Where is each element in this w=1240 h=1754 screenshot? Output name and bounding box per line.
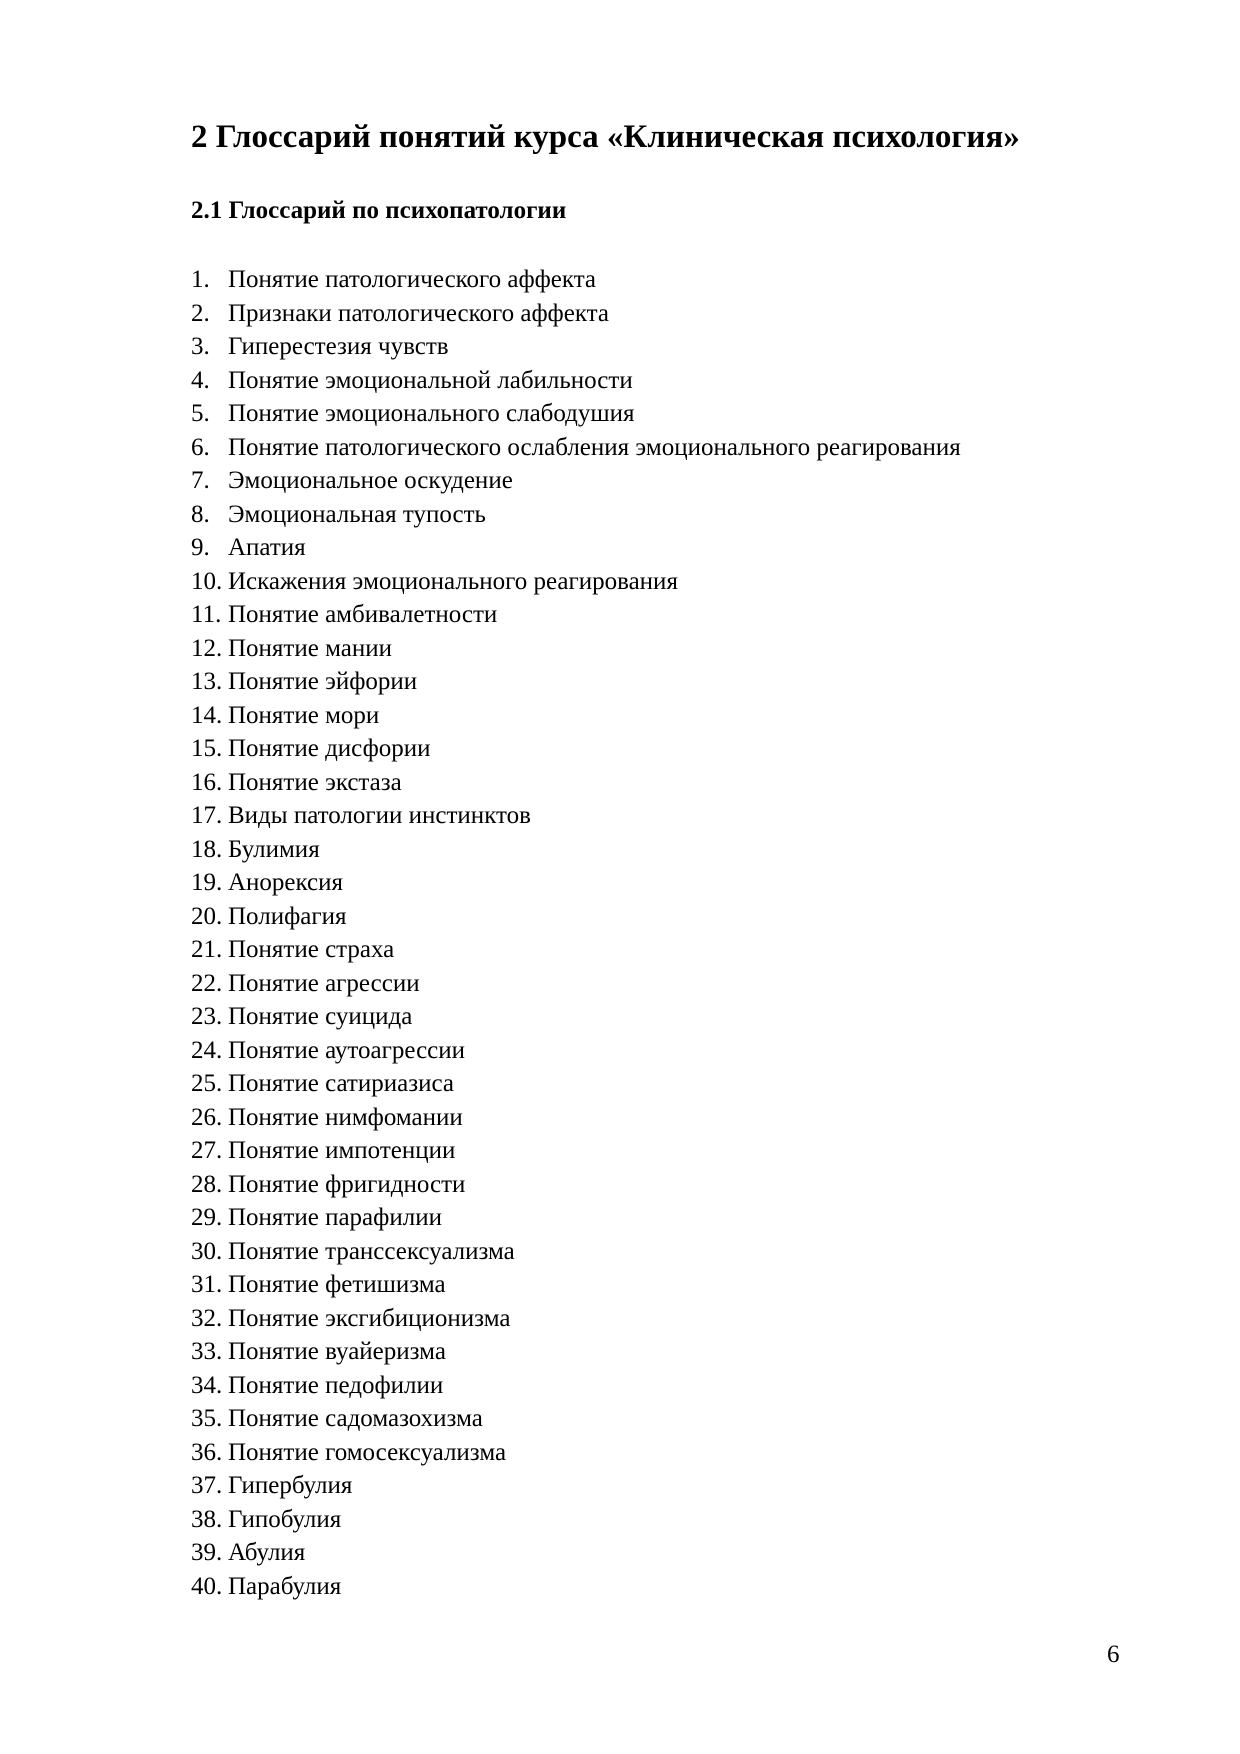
glossary-item-number: 33. — [191, 1338, 223, 1365]
page-number: 6 — [1107, 1641, 1120, 1668]
glossary-item-text: Понятие вуайеризма — [228, 1338, 446, 1365]
glossary-item-text: Понятие дисфории — [228, 735, 431, 762]
glossary-item-text: Понятие патологического ослабления эмоционального реагирования — [228, 433, 961, 461]
glossary-item-number: 10. — [191, 567, 223, 595]
glossary-item — [191, 1235, 961, 1269]
glossary-item — [191, 1168, 961, 1202]
glossary-item — [191, 565, 961, 599]
glossary-item-text: Анорексия — [228, 869, 344, 896]
glossary-item-text: Понятие садомазохизма — [228, 1405, 483, 1432]
glossary-item-text: Понятие фетишизма — [228, 1271, 446, 1298]
chapter-title: 2 Глоссарий понятий курса «Клиническая психология» — [191, 119, 1020, 155]
glossary-item-text: Булимия — [228, 835, 320, 863]
glossary-item-text: Понятие импотенции — [228, 1137, 456, 1164]
glossary-item-text: Абулия — [228, 1539, 306, 1566]
glossary-item — [191, 732, 961, 766]
glossary-item-text: Понятие патологического аффекта — [228, 266, 597, 293]
glossary-item — [191, 833, 961, 867]
glossary-item — [191, 900, 961, 934]
glossary-item — [191, 598, 961, 632]
glossary-item — [191, 632, 961, 666]
glossary-item-number: 4. — [191, 366, 210, 394]
glossary-item — [191, 464, 961, 498]
glossary-item — [191, 1134, 961, 1168]
glossary-item-number: 29. — [191, 1204, 223, 1231]
glossary-item-text: Понятие гомосексуализма — [228, 1438, 507, 1466]
glossary-item-number: 30. — [191, 1237, 223, 1265]
glossary-item-number: 2. — [191, 299, 210, 327]
glossary-item-text: Понятие мании — [228, 634, 392, 662]
glossary-item-text: Понятие нимфомании — [228, 1103, 463, 1131]
glossary-item — [191, 1268, 961, 1302]
glossary-item — [191, 431, 961, 465]
glossary-item-number: 36. — [191, 1438, 223, 1466]
glossary-item — [191, 1369, 961, 1403]
glossary-item — [191, 766, 961, 800]
glossary-item — [191, 1402, 961, 1436]
glossary-item-text: Понятие мори — [228, 701, 380, 729]
glossary-item-text: Виды патологии инстинктов — [228, 802, 531, 829]
glossary-item-number: 35. — [191, 1405, 223, 1432]
glossary-item — [191, 1570, 961, 1604]
glossary-item-text: Понятие парафилии — [228, 1204, 442, 1231]
glossary-item-number: 8. — [191, 500, 210, 528]
glossary-item-number: 18. — [191, 835, 223, 863]
glossary-list — [191, 263, 961, 1603]
glossary-item-number: 38. — [191, 1505, 223, 1533]
glossary-item-text: Полифагия — [228, 902, 347, 930]
glossary-item-text: Апатия — [228, 534, 306, 561]
glossary-item — [191, 364, 961, 398]
glossary-item-text: Понятие страха — [228, 936, 395, 963]
glossary-item-number: 19. — [191, 869, 223, 896]
glossary-item — [191, 498, 961, 532]
glossary-item-number: 15. — [191, 735, 223, 762]
glossary-item-number: 7. — [191, 467, 210, 494]
glossary-item-text: Парабулия — [228, 1572, 342, 1600]
glossary-item-number: 12. — [191, 634, 223, 662]
glossary-item-number: 26. — [191, 1103, 223, 1131]
glossary-item-number: 14. — [191, 701, 223, 729]
glossary-item-number: 40. — [191, 1572, 223, 1600]
glossary-item-text: Эмоциональное оскудение — [228, 467, 513, 494]
glossary-item-number: 1. — [191, 266, 210, 293]
glossary-item-text: Гипербулия — [228, 1472, 353, 1499]
glossary-item — [191, 1201, 961, 1235]
glossary-item-number: 20. — [191, 902, 223, 930]
glossary-item-number: 11. — [191, 601, 222, 628]
glossary-item-number: 34. — [191, 1371, 223, 1399]
glossary-item — [191, 1067, 961, 1101]
glossary-item-text: Понятие экстаза — [228, 768, 402, 796]
glossary-item-number: 22. — [191, 969, 223, 997]
glossary-item-number: 16. — [191, 768, 223, 796]
glossary-item — [191, 397, 961, 431]
glossary-item — [191, 1302, 961, 1336]
glossary-item-number: 32. — [191, 1304, 223, 1332]
glossary-item — [191, 1034, 961, 1068]
glossary-item-number: 25. — [191, 1070, 223, 1097]
glossary-item — [191, 1436, 961, 1470]
glossary-item — [191, 1503, 961, 1537]
glossary-item-number: 9. — [191, 534, 210, 561]
glossary-item-text: Понятие аутоагрессии — [228, 1036, 466, 1064]
glossary-item-text: Понятие амбивалетности — [228, 601, 498, 628]
glossary-item-text: Понятие агрессии — [228, 969, 420, 997]
glossary-item-text: Понятие суицида — [228, 1003, 413, 1030]
glossary-item — [191, 1335, 961, 1369]
glossary-item-text: Признаки патологического аффекта — [228, 299, 609, 327]
glossary-item — [191, 799, 961, 833]
glossary-item — [191, 330, 961, 364]
glossary-item — [191, 699, 961, 733]
glossary-item-number: 3. — [191, 333, 210, 360]
glossary-item-number: 27. — [191, 1137, 223, 1164]
glossary-item-text: Понятие фригидности — [228, 1170, 466, 1198]
glossary-item-text: Понятие эмоционального слабодушия — [228, 400, 635, 427]
glossary-item-text: Понятие эмоциональной лабильности — [228, 366, 633, 394]
glossary-item-text: Понятие сатириазиса — [228, 1070, 454, 1097]
glossary-item — [191, 1469, 961, 1503]
glossary-item-text: Гипобулия — [228, 1505, 342, 1533]
glossary-item-number: 13. — [191, 668, 223, 695]
glossary-item-number: 39. — [191, 1539, 223, 1566]
glossary-item-text: Понятие эйфории — [228, 668, 418, 695]
glossary-item — [191, 531, 961, 565]
glossary-item — [191, 933, 961, 967]
section-title: 2.1 Глоссарий по психопатологии — [191, 197, 567, 224]
glossary-item-number: 17. — [191, 802, 223, 829]
glossary-item — [191, 297, 961, 331]
glossary-item-number: 23. — [191, 1003, 223, 1030]
glossary-item-number: 31. — [191, 1271, 223, 1298]
glossary-item-number: 28. — [191, 1170, 223, 1198]
glossary-item-text: Гиперестезия чувств — [228, 333, 449, 360]
glossary-item-text: Понятие педофилии — [228, 1371, 444, 1399]
glossary-item — [191, 1101, 961, 1135]
glossary-item-number: 21. — [191, 936, 223, 963]
glossary-item-text: Понятие транссексуализма — [228, 1237, 515, 1265]
glossary-item — [191, 866, 961, 900]
glossary-item-text: Искажения эмоционального реагирования — [228, 567, 678, 595]
glossary-item-text: Эмоциональная тупость — [228, 500, 486, 528]
glossary-item-number: 5. — [191, 400, 210, 427]
glossary-item — [191, 1536, 961, 1570]
glossary-item — [191, 263, 961, 297]
glossary-item-number: 37. — [191, 1472, 223, 1499]
glossary-item-number: 6. — [191, 433, 210, 461]
glossary-item — [191, 1000, 961, 1034]
glossary-item — [191, 665, 961, 699]
glossary-item-number: 24. — [191, 1036, 223, 1064]
glossary-item — [191, 967, 961, 1001]
glossary-item-text: Понятие эксгибиционизма — [228, 1304, 511, 1332]
